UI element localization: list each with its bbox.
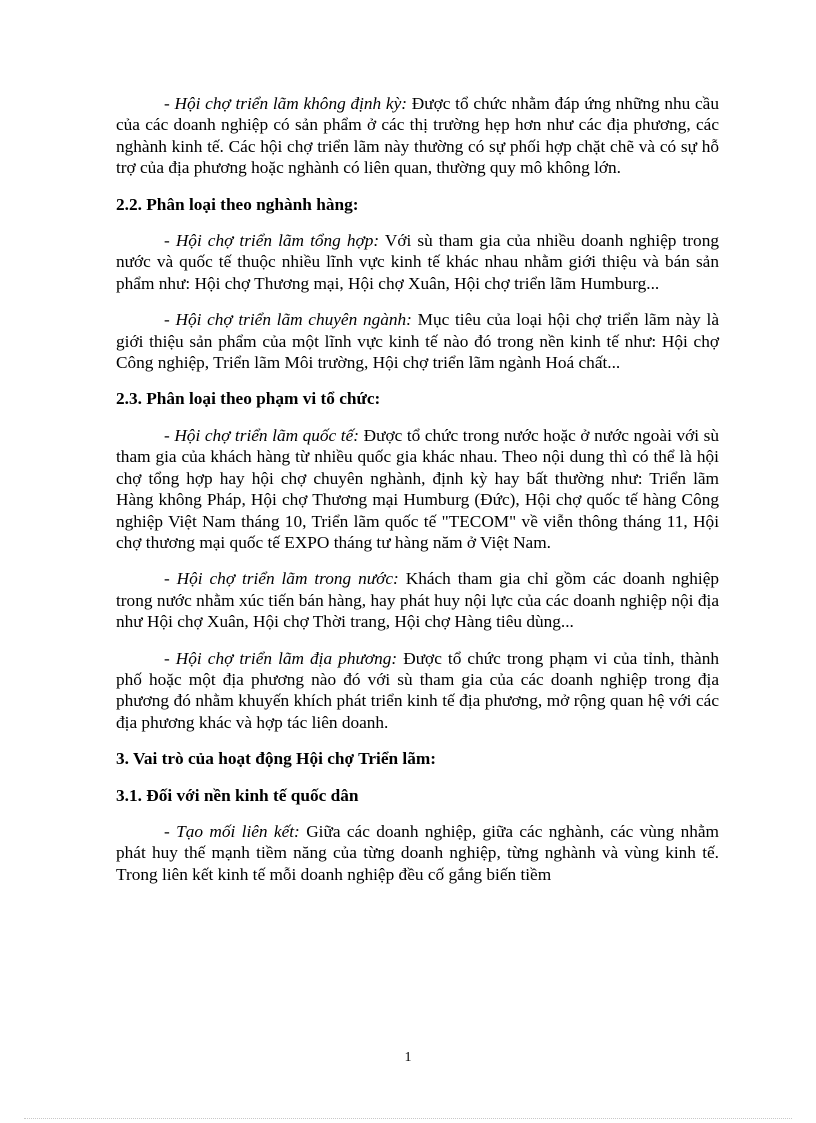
paragraph-lead: - Hội chợ triển lãm trong nước: (164, 569, 399, 589)
page-number: 1 (404, 1050, 412, 1065)
paragraph-international-fair (116, 425, 719, 553)
paragraph-text: Với sù tham gia của nhiều doanh nghiệp trong nước và quốc tế thuộc nhiều lĩnh vực kinh tế khác nhau nhằm giới thiệu và bán sản phẩm như: Hội chợ Thương mại, Hội chợ Xuân, Hội chợ triển lãm Humburg... (116, 231, 719, 293)
paragraph-lead: - Hội chợ triển lãm chuyên ngành: (164, 310, 412, 330)
paragraph-lead: - Hội chợ triển lãm địa phương: (164, 648, 398, 668)
paragraph-lead: - Tạo mối liên kết: (164, 821, 300, 841)
paragraph-text: Được tổ chức trong nước hoặc ở nước ngoài với sù tham gia của khách hàng từ nhiều quốc gia khác nhau. Theo nội dung thì có thể là hội chợ tổng hợp hay hội chợ chuyên nghành, định kỳ hay bất thường như: Triển lãm Hàng không Pháp, Hội chợ Thương mại Humburg (Đức), Hội chợ quốc tế hàng Công nghiệp Việt Nam tháng 10, Triển lãm quốc tế "TECOM" về viễn thông tháng 11, Hội chợ thương mại quốc tế EXPO tháng tư hàng năm ở Việt Nam. (116, 425, 719, 552)
paragraph-lead: - Hội chợ triển lãm không định kỳ: (164, 94, 408, 113)
paragraph-specialized-fair (116, 309, 719, 373)
paragraph-text: Được tổ chức nhằm đáp ứng những nhu cầu của các doanh nghiệp có sản phẩm ở các thị trường hẹp hơn như các địa phương, các nghành kinh tế. Các hội chợ triển lãm này thường có sự phối hợp chặt chẽ và có sự hỗ trợ của địa phương hoặc nghành có liên quan, thường quy mô không lớn. (116, 94, 719, 178)
document-page (116, 93, 719, 900)
paragraph-non-periodic-fair (116, 93, 719, 179)
heading-role-of-fairs: 3. Vai trò của hoạt động Hội chợ Triển lãm: (116, 749, 437, 769)
paragraph-general-fair (116, 230, 719, 294)
paragraph-text: Mục tiêu của loại hội chợ triển lãm này là giới thiệu sản phẩm của một lĩnh vực kinh tế nào đó trong nền kinh tế như: Hội chợ Công nghiệp, Triển lãm Môi trường, Hội chợ triển lãm ngành Hoá chất... (116, 310, 719, 373)
heading-national-economy: 3.1. Đối với nền kinh tế quốc dân (116, 785, 359, 805)
heading-classification-by-scope: 2.3. Phân loại theo phạm vi tổ chức: (116, 389, 381, 409)
paragraph-text: Được tổ chức trong phạm vi của tỉnh, thành phố hoặc một địa phương nào đó với sù tham gia của các doanh nghiệp trong địa phương đó nhằm khuyến khích phát triển kinh tế địa phương, mở rộng quan hệ với các địa phương khác và hợp tác liên doanh. (116, 648, 719, 732)
paragraph-lead: - Hội chợ triển lãm tổng hợp: (164, 231, 380, 251)
paragraph-lead: - Hội chợ triển lãm quốc tế: (164, 425, 360, 445)
paragraph-text: Giữa các doanh nghiệp, giữa các nghành, các vùng nhằm phát huy thế mạnh tiềm năng của từng doanh nghiệp, từng nghành và vùng kinh tế. Trong liên kết kinh tế mỗi doanh nghiệp đều cố gắng biến tiềm (116, 821, 719, 884)
heading-classification-by-product-line: 2.2. Phân loại theo nghành hàng: (116, 194, 359, 214)
paragraph-domestic-fair (116, 568, 719, 632)
page-bottom-edge (24, 1118, 792, 1119)
paragraph-text: Khách tham gia chỉ gồm các doanh nghiệp trong nước nhằm xúc tiến bán hàng, hay phát huy nội lực của các doanh nghiệp nội địa như Hội chợ Xuân, Hội chợ Thời trang, Hội chợ Hàng tiêu dùng... (116, 569, 719, 632)
paragraph-local-fair (116, 648, 719, 734)
paragraph-create-linkage (116, 821, 719, 885)
